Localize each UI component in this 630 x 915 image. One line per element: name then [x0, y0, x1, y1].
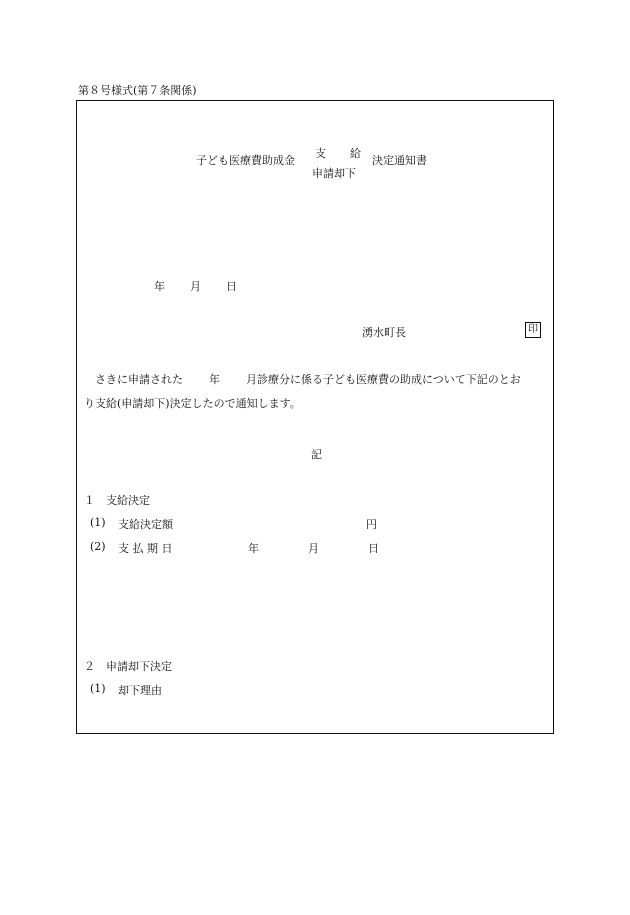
section1-heading: １ 支給決定	[84, 494, 150, 507]
title-alt-top-left: 支	[315, 147, 326, 160]
section2-item1-number: (1)	[90, 682, 106, 695]
form-label: 第８号様式(第７条関係)	[78, 84, 197, 97]
title-alt-bottom: 申請却下	[312, 167, 356, 180]
title-alternatives	[312, 145, 364, 181]
body-line2: り支給(申請却下)決定したので通知します。	[84, 397, 301, 410]
section1-item2-number: (2)	[90, 540, 106, 553]
issuer-name: 湧水町長	[362, 326, 406, 339]
body-paragraph	[84, 368, 548, 416]
document-frame	[76, 100, 554, 734]
section1-item1-number: (1)	[90, 516, 106, 529]
body-year: 年	[209, 373, 220, 386]
seal-mark: 印	[525, 322, 541, 338]
section1-item2-label: 支 払 期 日	[118, 542, 173, 555]
section1-item2-day: 日	[368, 542, 379, 555]
section2-heading: ２ 申請却下決定	[84, 660, 172, 673]
body-part2: 月診療分に係る子ども医療費の助成について下記のとお	[246, 373, 521, 386]
section1-item1-label: 支給決定額	[118, 518, 173, 531]
section1-item2-year: 年	[248, 542, 259, 555]
title-suffix: 決定通知書	[372, 154, 427, 167]
date-month: 月	[190, 280, 201, 293]
title-alt-top-right: 給	[350, 147, 361, 160]
body-part1: さきに申請された	[95, 373, 183, 386]
title-prefix: 子ども医療費助成金	[196, 154, 295, 167]
section2-item1-label: 却下理由	[118, 684, 162, 697]
ki-heading: 記	[311, 448, 322, 461]
section1-item1-unit: 円	[366, 518, 377, 531]
date-year: 年	[154, 280, 165, 293]
date-day: 日	[226, 280, 237, 293]
section1-item2-month: 月	[308, 542, 319, 555]
